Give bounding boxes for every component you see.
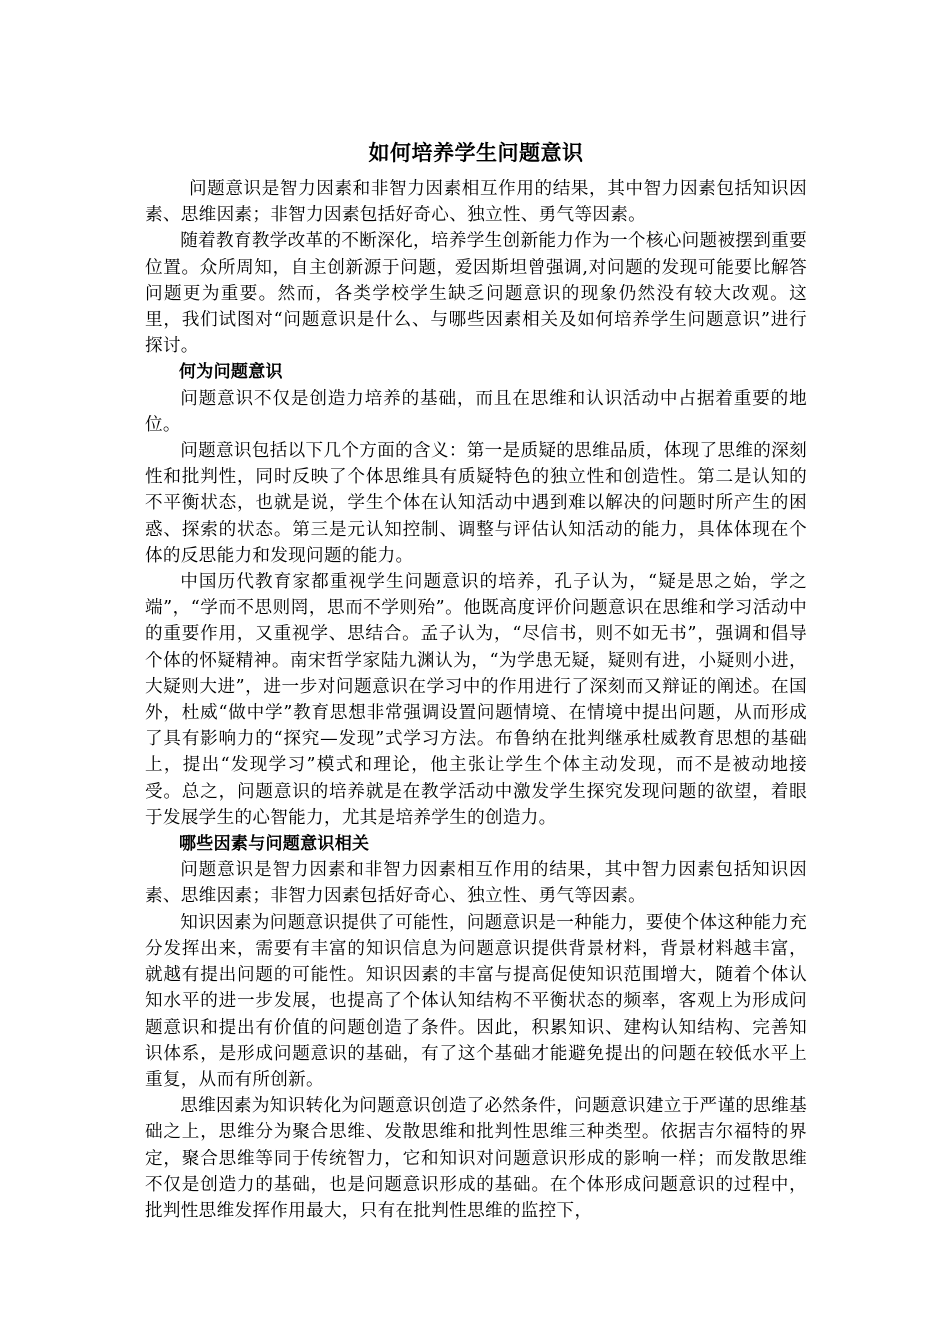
section-heading-factors: 哪些因素与问题意识相关 xyxy=(179,834,370,855)
document-body xyxy=(145,138,807,1224)
section-heading-what-is: 何为问题意识 xyxy=(179,362,283,383)
paragraph-factors-summary: 问题意识是智力因素和非智力因素相互作用的结果，其中智力因素包括知识因素、思维因素；非智力因素包括好奇心、独立性、勇气等因素。 xyxy=(145,860,807,907)
intro-paragraph: 问题意识是智力因素和非智力因素相互作用的结果，其中智力因素包括知识因素、思维因素；非智力因素包括好奇心、独立性、勇气等因素。 xyxy=(145,179,807,226)
paragraph-meaning: 问题意识包括以下几个方面的含义：第一是质疑的思维品质，体现了思维的深刻性和批判性，同时反映了个体思维具有质疑特色的独立性和创造性。第二是认知的不平衡状态，也就是说，学生个体在认知活动中遇到难以解决的问题时所产生的困惑、探索的状态。第三是元认知控制、调整与评估认知活动的能力，具体体现在个体的反思能力和发现问题的能力。 xyxy=(145,441,807,566)
paragraph-background: 随着教育教学改革的不断深化，培养学生创新能力作为一个核心问题被摆到重要位置。众所周知，自主创新源于问题，爱因斯坦曾强调,对问题的发现可能要比解答问题更为重要。然而，各类学校学生缺乏问题意识的现象仍然没有较大改观。这里，我们试图对“问题意识是什么、与哪些因素相关及如何培养学生问题意识”进行探讨。 xyxy=(145,231,807,357)
paragraph-thinking-factor: 思维因素为知识转化为问题意识创造了必然条件，问题意识建立于严谨的思维基础之上，思维分为聚合思维、发散思维和批判性思维三种类型。依据吉尔福特的界定，聚合思维等同于传统智力，它和知识对问题意识形成的影响一样；而发散思维不仅是创造力的基础，也是问题意识形成的基础。在个体形成问题意识的过程中，批判性思维发挥作用最大，只有在批判性思维的监控下， xyxy=(145,1096,807,1221)
document-title: 如何培养学生问题意识 xyxy=(368,141,584,165)
paragraph-history: 中国历代教育家都重视学生问题意识的培养，孔子认为，“疑是思之始，学之端”，“学而不思则罔，思而不学则殆”。他既高度评价问题意识在思维和学习活动中的重要作用，又重视学、思结合。孟子认为，“尽信书，则不如无书”，强调和倡导个体的怀疑精神。南宋哲学家陆九渊认为，“为学患无疑，疑则有进，小疑则小进，大疑则大进”，进一步对问题意识在学习中的作用进行了深刻而又辩证的阐述。在国外，杜威“做中学”教育思想非常强调设置问题情境、在情境中提出问题，从而形成了具有影响力的“探究—发现”式学习方法。布鲁纳在批判继承杜威教育思想的基础上，提出“发现学习”模式和理论，他主张让学生个体主动发现，而不是被动地接受。总之，问题意识的培养就是在教学活动中激发学生探究发现问题的欲望，着眼于发展学生的心智能力，尤其是培养学生的创造力。 xyxy=(145,572,807,828)
paragraph-importance: 问题意识不仅是创造力培养的基础，而且在思维和认识活动中占据着重要的地位。 xyxy=(145,388,807,435)
paragraph-knowledge-factor: 知识因素为问题意识提供了可能性，问题意识是一种能力，要使个体这种能力充分发挥出来，需要有丰富的知识信息为问题意识提供背景材料，背景材料越丰富，就越有提出问题的可能性。知识因素的丰富与提高促使知识范围增大，随着个体认知水平的进一步发展，也提高了个体认知结构不平衡状态的频率，客观上为形成问题意识和提出有价值的问题创造了条件。因此，积累知识、建构认知结构、完善知识体系，是形成问题意识的基础，有了这个基础才能避免提出的问题在较低水平上重复，从而有所创新。 xyxy=(145,912,807,1090)
